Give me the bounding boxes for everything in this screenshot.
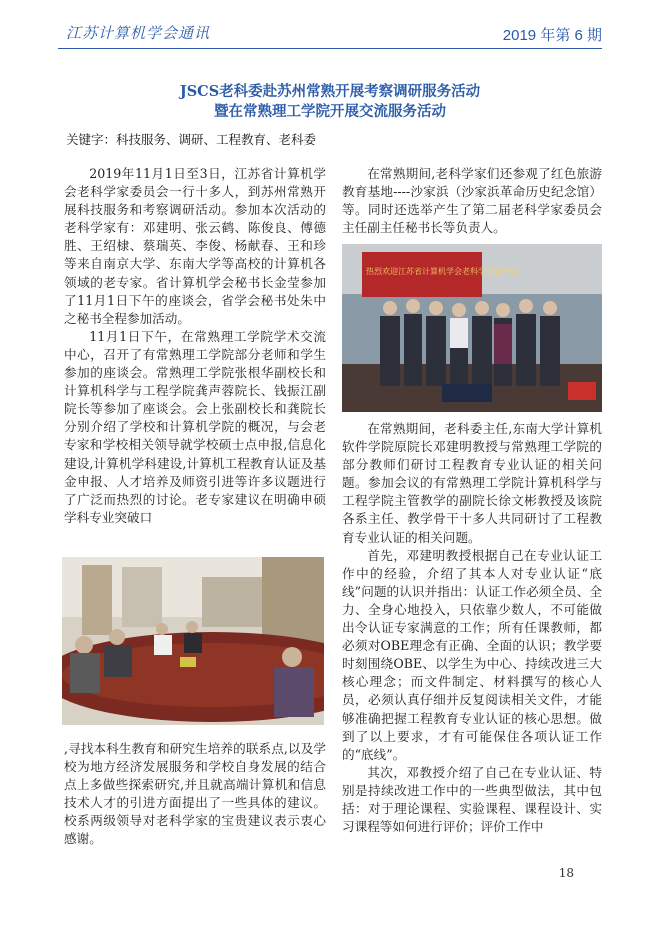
journal-name: 江苏计算机学会通讯: [66, 24, 211, 42]
banner-text: 热烈欢迎江苏省计算机学会老科学家服务团: [366, 267, 518, 276]
article-title-line2: 暨在常熟理工学院开展交流服务活动: [214, 103, 446, 120]
paragraph: 其次，邓教授介绍了自己在专业认证、特别是持续改进工作中的一些典型做法，其中包括：对于理论课程、实验课程、课程设计、实习课程等如何进行评价；评价工作中: [342, 764, 602, 835]
paragraph: 首先，邓建明教授根据自己在专业认证工作中的经验，介绍了其本人对专业认证“底线”问题的认识并指出：认证工作必须全员、全力、全身心地投入，只依靠少数人，不可能做出令认证专家满意的工作；所有任课教师，都必须对OBE理念有正确、全面的认识；教学要时刻围绕OBE、以学生为中心、持续改进三大核心理念；而文件制定、材料撰写的核心人员，必须认真仔细并反复阅读相关文件，才能够准确把握工程教育专业认证的核心思想。做到了以上要求，才有可能保住各项认证工作的“底线”。: [342, 547, 602, 762]
keywords: 关键字：科技服务、调研、工程教育、老科委: [66, 133, 317, 147]
group-photo-image: [342, 244, 602, 412]
paragraph: 2019年11月1日至3日，江苏省计算机学会老科学家委员会一行十多人，到苏州常熟开展科技服务和考察调研活动。参加本次活动的老科学家有：邓建明、张云鹤、陈俊良、傅德胜、王绍棣、蔡瑞英、李俊、杨献春、王和珍等来自南京大学、东南大学等高校的计算机各领域的老专家。省计算机学会秘书长金莹参加了11月1日下午的座谈会，省学会秘书处朱中之秘书全程参加活动。: [64, 166, 326, 326]
header-divider: [58, 48, 602, 49]
group-photo: [342, 244, 602, 412]
paragraph: 在常熟期间，老科委主任,东南大学计算机软件学院原院长邓建明教授与常熟理工学院的部分教师们研讨工程教育专业认证的相关问题。参加会议的有常熟理工学院计算机科学与工程学院主管教学的副院长徐文彬教授及该院各系主任、教学骨干十多人共同研讨了工程教育专业认证的相关问题。: [342, 421, 602, 545]
issue-label: 2019 年第 6 期: [502, 27, 602, 44]
left-column-bottom: [64, 740, 326, 849]
article-title-line1: JSCS老科委赴苏州常熟开展考察调研服务活动: [179, 83, 481, 100]
meeting-photo: [62, 557, 324, 725]
paragraph: 11月1日下午，在常熟理工学院学术交流中心，召开了有常熟理工学院部分老师和学生参加的座谈会。常熟理工学院张根华副校长和计算机科学与工程学院龚声蓉院长、钱振江副院长等参加了座谈会。会上张副校长和龚院长分别介绍了学校和计算机学院的概况，与会老专家和学校相关领导就学校硕士点申报,信息化建设,计算机学科建设,计算机工程教育认证及基金申报、人才培养及师资引进等许多议题进行了广泛而热烈的讨论。老专家建议在明确申硕学科专业突破口: [64, 328, 326, 525]
right-column-top: [342, 165, 602, 237]
paragraph: 在常熟期间,老科学家们还参观了红色旅游教育基地----沙家浜（沙家浜革命历史纪念馆）等。同时还选举产生了第二届老科学家委员会主任副主任秘书长等负责人。: [342, 166, 602, 236]
right-column-bottom: [342, 420, 602, 836]
page-number: 18: [558, 866, 574, 880]
left-column-top: [64, 165, 326, 527]
meeting-photo-image: [62, 557, 324, 725]
paragraph: ,寻找本科生教育和研究生培养的联系点,以及学校为地方经济发展服务和学校自身发展的结合点上多做些探索研究,并且就高端计算机和信息技术人才的引进方面提出了一些具体的建议。校系两级领导对老科学家的宝贵建议表示衷心感谢。: [64, 741, 326, 847]
